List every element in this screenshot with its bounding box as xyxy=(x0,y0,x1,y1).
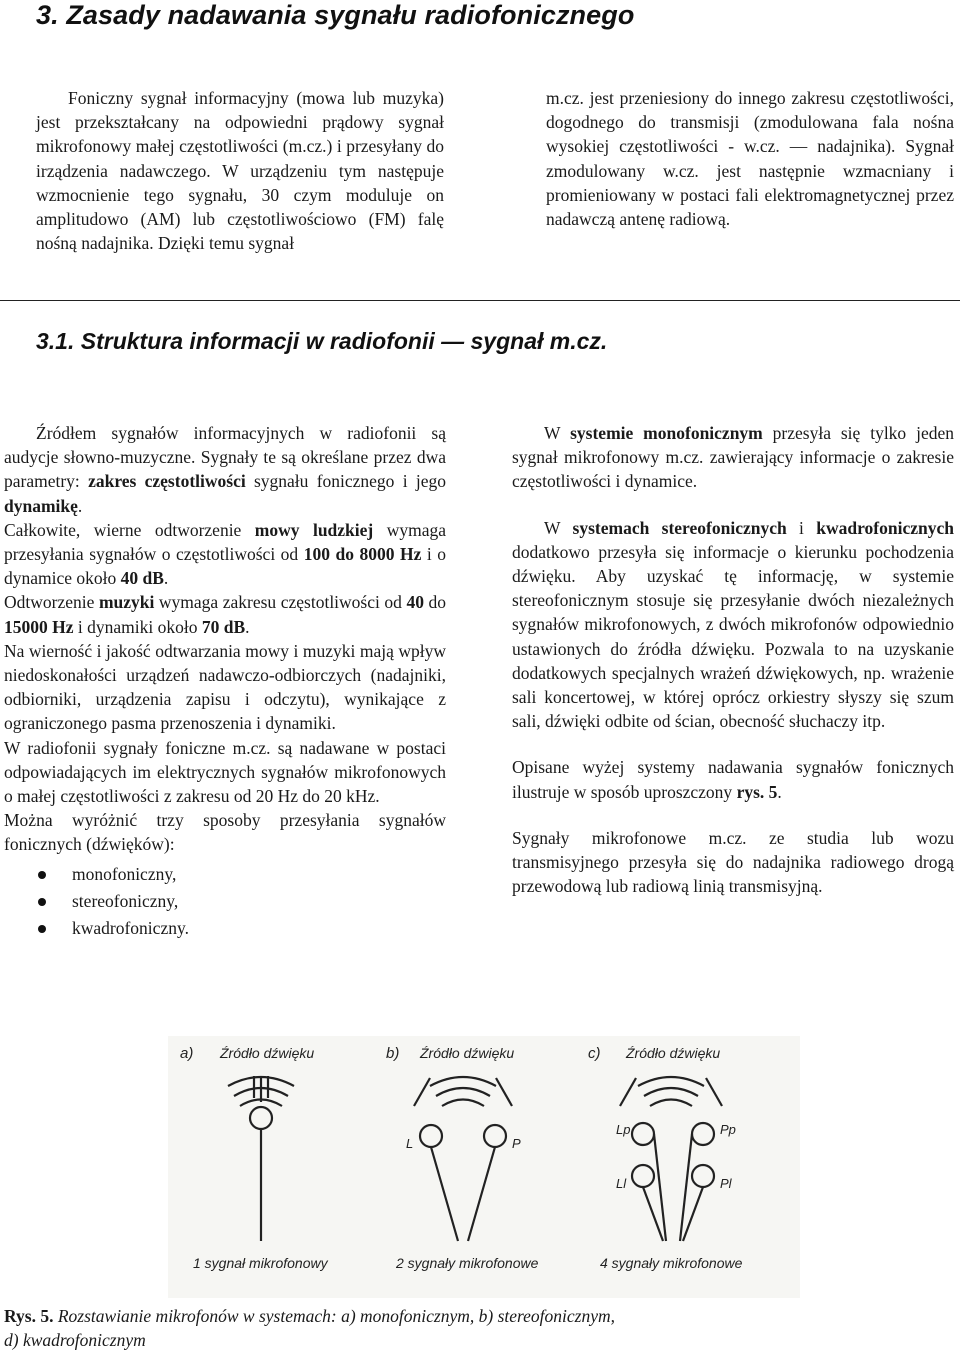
label-pl: Pl xyxy=(720,1176,732,1191)
panel-a-letter: a) xyxy=(180,1045,194,1062)
methods-list xyxy=(4,861,446,942)
list-item: monofoniczny, xyxy=(4,861,446,888)
page-title: 3. Zasady nadawania sygnału radiofonicznego xyxy=(36,0,635,30)
panel-c-caption: 4 sygnały mikrofonowe xyxy=(600,1255,743,1271)
panel-a-caption: 1 sygnał mikrofonowy xyxy=(193,1255,328,1271)
microphone-icon xyxy=(692,1123,714,1145)
intro-right-column xyxy=(546,86,954,231)
caption-prefix: Rys. 5. xyxy=(4,1306,54,1326)
paragraph-music: Odtworzenie muzyki wymaga zakresu częstotliwości od 40 do 15000 Hz i dynamiki około 70 dB. xyxy=(4,592,446,637)
label-p: P xyxy=(512,1136,521,1151)
paragraph-systems: Opisane wyżej systemy nadawania sygnałów fonicznych ilustruje w sposób uproszczony rys. 5. xyxy=(512,757,954,802)
paragraph-methods: Można wyróżnić trzy sposoby przesyłania sygnałów fonicznych (dźwięków): xyxy=(4,810,446,855)
panel-a-source: Źródło dźwięku xyxy=(220,1045,315,1061)
intro-left-text: Foniczny sygnał informacyjny (mowa lub muzyka) jest przekształcany na odpowiedni prądowy sygnał mikrofonowy małej częstotliwości (m.cz.) i przesyłany do irządzenia nadawczego. W urządzeniu tym następuje wzmocnienie tego sygnału, 30 czym moduluje on amplitudowo (AM) lub częstotliwościowo (FM) falę nośną nadajnika. Dzięki temu sygnał xyxy=(36,88,444,254)
label-lp: Lp xyxy=(616,1122,631,1137)
microphone-icon xyxy=(632,1165,654,1187)
microphone-figure xyxy=(168,1036,800,1298)
paragraph-fidelity: Na wierność i jakość odtwarzania mowy i muzyki mają wpływ niedoskonałości urządzeń nadawczo-odbiorczych (nadajniki, odbiorniki, urządzenia zapisu i odczytu), wynikające z ograniczonego pasma przenoszenia i dynamiki. xyxy=(4,640,446,734)
microphone-icon xyxy=(632,1123,654,1145)
microphone-icon xyxy=(692,1165,714,1187)
label-ll: Ll xyxy=(616,1176,627,1191)
section-title: 3.1. Struktura informacji w radiofonii — sygnał m.cz. xyxy=(36,328,608,354)
microphone-icon xyxy=(484,1125,506,1147)
sound-waves-b xyxy=(414,1077,512,1106)
intro-right-text: m.cz. jest przeniesiony do innego zakresu częstotliwości, dogodnego do transmisji (zmodulowana fala nośna wysokiej częstotliwości - w.cz. — nadajnika). Sygnał zmodulowany w.cz. jest następnie wzmacniany i promieniowany w postaci fali elektromagnetycznej przez nadawczą antenę radiową. xyxy=(546,88,954,230)
paragraph-speech: Całkowite, wierne odtworzenie mowy ludzkiej wymaga przesyłania sygnałów o częstotliwości od 100 do 8000 Hz i o dynamice około 40 dB. xyxy=(4,519,446,589)
caption-text: Rozstawianie mikrofonów w systemach: a) monofonicznym, b) stereofonicznym, xyxy=(53,1306,616,1326)
figure-caption xyxy=(4,1304,954,1352)
microphone-icon xyxy=(250,1107,272,1129)
paragraph-sources: Źródłem sygnałów informacyjnych w radiofonii są audycje słowno-muzyczne. Sygnały te są określane przez dwa parametry: zakres częstotliwości sygnału fonicznego i jego dynamikę. xyxy=(4,423,446,516)
list-item: kwadrofoniczny. xyxy=(4,915,446,942)
intro-left-column xyxy=(36,86,444,255)
figure-drawing xyxy=(168,1036,800,1298)
caption-line-2: d) kwadrofonicznym xyxy=(4,1330,146,1350)
section-divider xyxy=(0,300,960,301)
right-column xyxy=(512,421,954,898)
microphone-icon xyxy=(420,1125,442,1147)
paragraph-mono: W systemie monofonicznym przesyła się tylko jeden sygnał mikrofonowy m.cz. zawierający informacje o zakresie częstotliwości i dynamice. xyxy=(512,423,954,492)
sound-waves-a xyxy=(228,1076,294,1106)
panel-b-caption: 2 sygnały mikrofonowe xyxy=(396,1255,539,1271)
panel-b-letter: b) xyxy=(386,1045,400,1062)
sound-waves-c xyxy=(620,1077,722,1106)
panel-b-source: Źródło dźwięku xyxy=(420,1045,515,1061)
label-pp: Pp xyxy=(720,1122,736,1137)
paragraph-signals: W radiofonii sygnały foniczne m.cz. są nadawane w postaci odpowiadających im elektrycznych sygnałów mikrofonowych o małej częstotliwości z zakresu od 20 Hz do 20 kHz. xyxy=(4,737,446,807)
label-l: L xyxy=(406,1136,414,1151)
paragraph-stereo: W systemach stereofonicznych i kwadrofonicznych dodatkowo przesyła się informacje o kierunku pochodzenia dźwięku. Aby uzyskać tę informację, w systemie stereofonicznym stosuje się przesyłanie dwóch niezależnych sygnałów mikrofonowych, z dwóch mikrofonów odpowiednio ustawionych do źródła dźwięku. Pozwala to na uzyskanie dodatkowych specjalnych wrażeń dźwiękowych, np. wrażenie sali koncertowej, w której oprócz orkiestry słyszy się szum sali, dźwięki odbite od ścian, obecność słuchaczy itp. xyxy=(512,517,954,732)
panel-c-source: Źródło dźwięku xyxy=(626,1045,721,1061)
paragraph-transmission: Sygnały mikrofonowe m.cz. ze studia lub wozu transmisyjnego przesyła się do nadajnika radiowego drogą przewodową lub radiową linią transmisyjną. xyxy=(512,827,954,897)
panel-c-letter: c) xyxy=(588,1045,601,1062)
list-item: stereofoniczny, xyxy=(4,888,446,915)
left-column xyxy=(4,421,446,942)
